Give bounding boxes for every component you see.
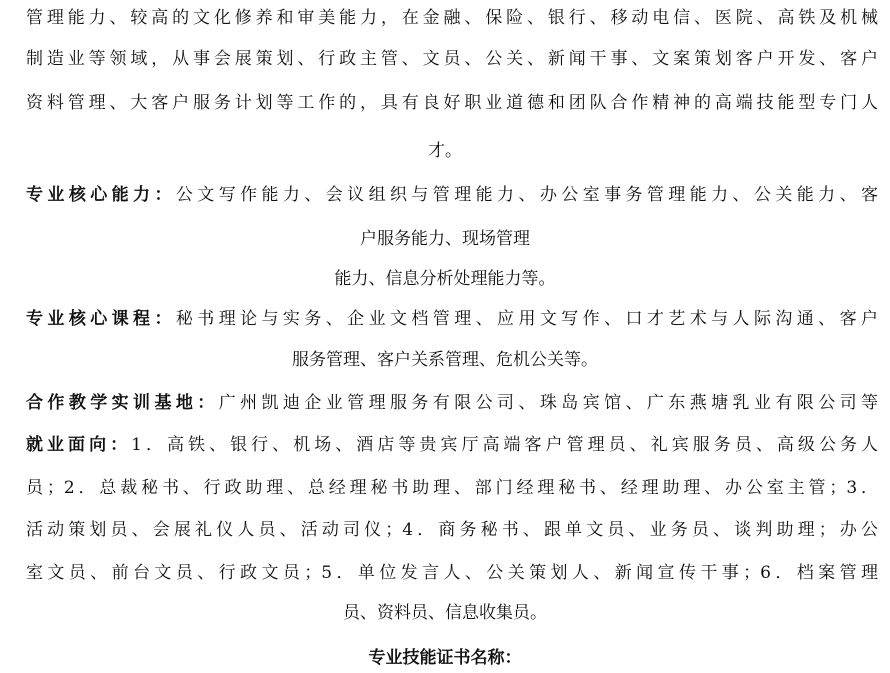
employment-line-3: 活动策划员、会展礼仪人员、活动司仪；4．商务秘书、跟单文员、业务员、谈判助理；办公	[26, 520, 878, 540]
core-ability-line-2: 户服务能力、现场管理	[360, 229, 530, 249]
core-courses-line-1	[0, 304, 890, 334]
core-ability-line-3: 能力、信息分析处理能力等。	[334, 269, 556, 289]
core-ability-line-1	[0, 180, 890, 210]
core-ability-label: 专业核心能力：	[26, 185, 176, 205]
core-courses-text: 秘书理论与实务、企业文档管理、应用文写作、口才艺术与人际沟通、客户	[175, 309, 879, 329]
core-ability-text: 公文写作能力、会议组织与管理能力、办公室事务管理能力、公关能力、客	[175, 185, 879, 205]
intro-line-2: 制造业等领域，从事会展策划、行政主管、文员、公关、新闻干事、文案策划客户开发、客户	[26, 49, 878, 69]
employment-line-1	[0, 430, 890, 460]
training-base-text: 广州凯迪企业管理服务有限公司、珠岛宾馆、广东燕塘乳业有限公司等	[218, 393, 879, 413]
training-base-line	[0, 388, 890, 418]
employment-line-4: 室文员、前台文员、行政文员；5．单位发言人、公关策划人、新闻宣传干事；6．档案管理	[26, 563, 878, 583]
training-base-label: 合作教学实训基地：	[26, 393, 219, 413]
employment-line-2: 员；2．总裁秘书、行政助理、总经理秘书助理、部门经理秘书、经理助理、办公室主管；3．	[26, 478, 878, 498]
core-courses-label: 专业核心课程：	[26, 309, 176, 329]
certificates-heading: 专业技能证书名称：	[368, 648, 522, 668]
employment-text: 1．高铁、银行、机场、酒店等贵宾厅高端客户管理员、礼宾服务员、高级公务人	[131, 435, 878, 455]
intro-line-1: 管理能力、较高的文化修养和审美能力，在金融、保险、银行、移动电信、医院、高铁及机械	[26, 8, 878, 28]
intro-line-4: 才。	[428, 141, 462, 161]
core-courses-line-2: 服务管理、客户关系管理、危机公关等。	[292, 350, 598, 370]
intro-line-3: 资料管理、大客户服务计划等工作的，具有良好职业道德和团队合作精神的高端技能型专门人	[26, 93, 878, 113]
employment-label: 就业面向：	[26, 435, 132, 455]
employment-line-5: 员、资料员、信息收集员。	[343, 603, 547, 623]
